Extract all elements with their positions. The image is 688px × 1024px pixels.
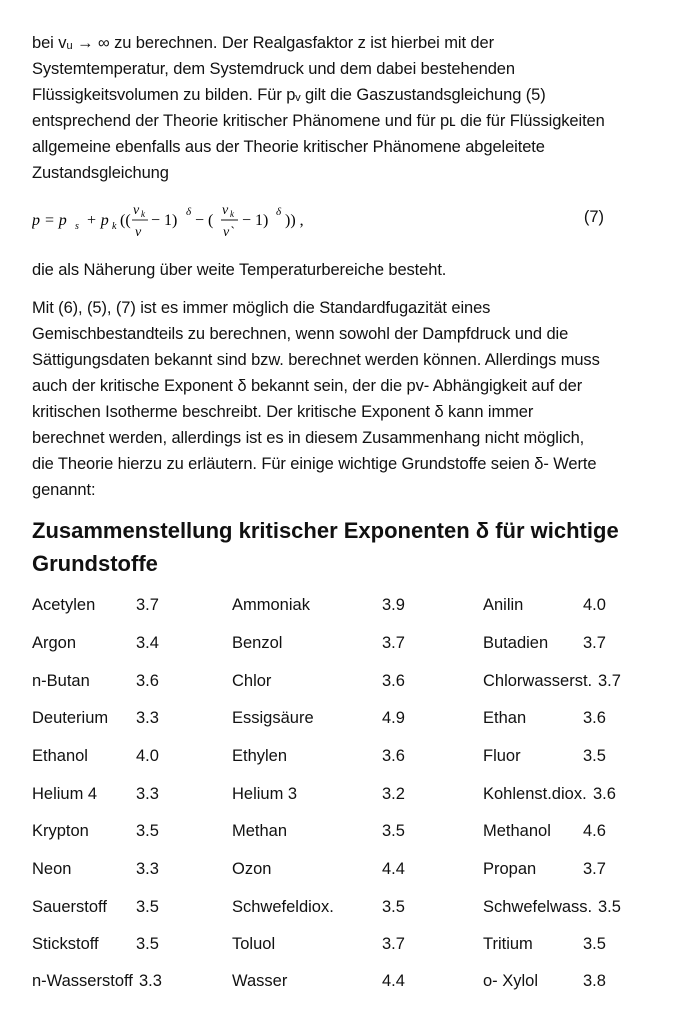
substance-name: Ethanol xyxy=(32,747,88,765)
substance-name: Tritium xyxy=(483,935,533,953)
substance-name: Acetylen xyxy=(32,596,96,614)
delta-value: 3.3 xyxy=(139,972,162,990)
text-line: die als Näherung über weite Temperaturbereiche besteht. xyxy=(32,261,447,279)
formula xyxy=(32,198,332,242)
delta-value: 3.2 xyxy=(382,785,405,803)
delta-value: 4.0 xyxy=(583,596,606,614)
delta-value: 3.5 xyxy=(136,822,159,840)
table-row xyxy=(0,628,688,658)
formula-numerator-1: v xyxy=(133,203,140,218)
substance-name: Argon xyxy=(32,634,77,652)
delta-value: 3.7 xyxy=(382,935,405,953)
substance-name: Neon xyxy=(32,860,72,878)
table-row xyxy=(0,741,688,771)
formula-numerator-1-sub: k xyxy=(141,209,145,219)
substance-name: Chlorwasserst. xyxy=(483,672,593,690)
text-line: kritischen Isotherme beschreibt. Der kritische Exponent δ kann immer xyxy=(32,403,534,421)
delta-value: 3.8 xyxy=(583,972,606,990)
substance-name: Deuterium xyxy=(32,709,109,727)
paragraph-approximation xyxy=(32,257,672,283)
text-line: Gemischbestandteils zu berechnen, wenn sowohl der Dampfdruck und die xyxy=(32,325,569,343)
table-row xyxy=(0,779,688,809)
formula-exponent-delta-1: δ xyxy=(186,206,192,218)
substance-name: Benzol xyxy=(232,634,283,652)
text-line: Flüssigkeitsvolumen zu bilden. Für pᵥ gilt die Gaszustandsgleichung (5) xyxy=(32,86,546,104)
delta-value: 3.5 xyxy=(136,935,159,953)
heading-line: Zusammenstellung kritischer Exponenten δ für wichtige xyxy=(32,518,619,543)
substance-name: Kohlenst.diox. xyxy=(483,785,587,803)
formula-open-paren: (( xyxy=(120,212,131,229)
table-row xyxy=(0,703,688,733)
equation-number: (7) xyxy=(583,208,604,226)
substance-name: Methan xyxy=(232,822,288,840)
delta-value: 4.4 xyxy=(382,860,405,878)
formula-exponent-delta-2: δ xyxy=(276,206,282,218)
formula-denominator-2: v` xyxy=(223,225,234,240)
substance-name: Sauerstoff xyxy=(32,898,107,916)
text-line: Zustandsgleichung xyxy=(32,164,169,182)
substance-name: Krypton xyxy=(32,822,89,840)
delta-value: 3.7 xyxy=(583,860,606,878)
substance-name: Ozon xyxy=(232,860,272,878)
formula-mid: − 1) xyxy=(151,212,178,229)
table-row xyxy=(0,816,688,846)
delta-value: 3.3 xyxy=(136,709,159,727)
substance-name: Butadien xyxy=(483,634,549,652)
substance-name: Schwefelwass. xyxy=(483,898,593,916)
delta-value: 3.5 xyxy=(583,935,606,953)
substance-name: Ethan xyxy=(483,709,527,727)
formula-subscript-s: s xyxy=(75,221,79,232)
text-line: entsprechend der Theorie kritischer Phänomene und für pʟ die für Flüssigkeiten xyxy=(32,112,605,130)
substance-name: Schwefeldiox. xyxy=(232,898,334,916)
substance-name: Helium 3 xyxy=(232,785,298,803)
delta-value: 3.4 xyxy=(136,634,159,652)
substance-name: Ethylen xyxy=(232,747,288,765)
delta-value: 3.6 xyxy=(382,672,405,690)
delta-value: 3.7 xyxy=(598,672,621,690)
substance-name: Helium 4 xyxy=(32,785,98,803)
substance-name: Toluol xyxy=(232,935,276,953)
equation-7 xyxy=(32,198,672,242)
table-row xyxy=(0,854,688,884)
paragraph-fugacity xyxy=(32,295,672,503)
substance-name: Ammoniak xyxy=(232,596,310,614)
table-row xyxy=(0,892,688,922)
substance-name: Fluor xyxy=(483,747,521,765)
delta-value: 3.7 xyxy=(136,596,159,614)
delta-value: 3.5 xyxy=(382,898,405,916)
text-line: Mit (6), (5), (7) ist es immer möglich die Standardfugazität eines xyxy=(32,299,491,317)
delta-value: 4.0 xyxy=(136,747,159,765)
text-line: Systemtemperatur, dem Systemdruck und dem dabei bestehenden xyxy=(32,60,515,78)
delta-value: 3.6 xyxy=(136,672,159,690)
formula-minus: − ( xyxy=(195,212,214,229)
formula-numerator-2: v xyxy=(222,203,229,218)
delta-value: 3.5 xyxy=(583,747,606,765)
text-line: die Theorie hierzu zu erläutern. Für einige wichtige Grundstoffe seien δ- Werte xyxy=(32,455,597,473)
delta-value: 3.5 xyxy=(598,898,621,916)
table-row xyxy=(0,590,688,620)
delta-value: 3.6 xyxy=(583,709,606,727)
text-line: genannt: xyxy=(32,481,96,499)
delta-value: 4.9 xyxy=(382,709,405,727)
text-line: auch der kritische Exponent δ bekannt sein, der die pv- Abhängigkeit auf der xyxy=(32,377,583,395)
text-line: Sättigungsdaten bekannt sind bzw. berechnet werden können. Allerdings muss xyxy=(32,351,600,369)
text-line: allgemeine ebenfalls aus der Theorie kritischer Phänomene abgeleitete xyxy=(32,138,545,156)
substance-name: Anilin xyxy=(483,596,524,614)
delta-value: 3.6 xyxy=(382,747,405,765)
substance-name: n-Butan xyxy=(32,672,90,690)
substance-name: Stickstoff xyxy=(32,935,99,953)
formula-numerator-2-sub: k xyxy=(230,209,234,219)
substance-name: Methanol xyxy=(483,822,551,840)
substance-name: Wasser xyxy=(232,972,288,990)
delta-value: 4.6 xyxy=(583,822,606,840)
substance-name: o- Xylol xyxy=(483,972,539,990)
delta-value: 3.3 xyxy=(136,860,159,878)
table-row xyxy=(0,966,688,996)
formula-plus-pk: + p xyxy=(86,212,109,229)
delta-value: 3.6 xyxy=(593,785,616,803)
formula-lhs: p = p xyxy=(32,212,67,229)
delta-value: 3.9 xyxy=(382,596,405,614)
substance-name: Essigsäure xyxy=(232,709,314,727)
substance-name: Chlor xyxy=(232,672,272,690)
formula-subscript-k: k xyxy=(112,221,117,232)
table-row xyxy=(0,929,688,959)
delta-value: 4.4 xyxy=(382,972,405,990)
delta-value: 3.7 xyxy=(382,634,405,652)
delta-value: 3.3 xyxy=(136,785,159,803)
section-heading xyxy=(32,514,672,580)
delta-value: 3.5 xyxy=(382,822,405,840)
substance-name: n-Wasserstoff xyxy=(32,972,133,990)
text-line: bei vᵤ → ∞ zu berechnen. Der Realgasfaktor z ist hierbei mit der xyxy=(32,34,494,52)
text-line: berechnet werden, allerdings ist es in diesem Zusammenhang nicht möglich, xyxy=(32,429,585,447)
paragraph-intro xyxy=(32,30,672,186)
delta-value: 3.5 xyxy=(136,898,159,916)
substance-name: Propan xyxy=(483,860,537,878)
delta-value: 3.7 xyxy=(583,634,606,652)
formula-denominator-1: v xyxy=(135,225,142,240)
heading-line: Grundstoffe xyxy=(32,551,158,576)
formula-close: − 1) xyxy=(242,212,269,229)
formula-end: )) , xyxy=(285,212,304,229)
table-row xyxy=(0,666,688,696)
